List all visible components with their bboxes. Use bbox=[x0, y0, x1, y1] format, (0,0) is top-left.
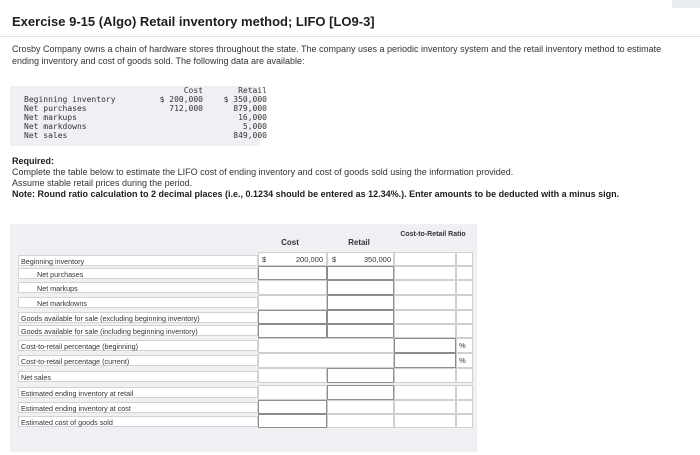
given-row-label: Net markdowns bbox=[24, 122, 87, 131]
ratio-cell bbox=[394, 400, 456, 414]
given-row-retail: 849,000 bbox=[233, 131, 267, 140]
given-row-label: Net sales bbox=[24, 131, 68, 140]
ratio-suffix-cell bbox=[456, 266, 473, 280]
ratio-current-input[interactable] bbox=[394, 353, 456, 368]
percent-sign: % bbox=[459, 356, 466, 365]
required-line-2: Assume stable retail prices during the period. bbox=[12, 178, 193, 188]
col-header-cost: Cost bbox=[281, 238, 299, 247]
ratio-suffix-cell bbox=[456, 400, 473, 414]
blank-cell bbox=[327, 414, 394, 428]
ending-inv-retail-input[interactable] bbox=[327, 385, 394, 400]
ratio-cell bbox=[394, 295, 456, 310]
begin-retail-dollar: $ bbox=[332, 255, 337, 264]
row-label: Goods available for sale (excluding beginning inventory) bbox=[18, 312, 258, 323]
begin-retail-value: 350,000 bbox=[363, 255, 391, 264]
given-row-retail: 879,000 bbox=[233, 104, 267, 113]
given-row-retail: $ 350,000 bbox=[223, 95, 267, 104]
gafs-excl-retail-input[interactable] bbox=[327, 310, 394, 324]
cogs-cost-input[interactable] bbox=[258, 414, 327, 428]
net-markdowns-retail-input[interactable] bbox=[327, 295, 394, 310]
ratio-cell bbox=[394, 414, 456, 428]
col-header-ratio: Cost-to-Retail Ratio bbox=[400, 231, 466, 238]
ending-inv-cost-input[interactable] bbox=[258, 400, 327, 414]
col-header-retail: Retail bbox=[348, 238, 370, 247]
given-row-label: Net purchases bbox=[24, 104, 87, 113]
begin-cost-value: 200,000 bbox=[295, 255, 323, 264]
ratio-cell bbox=[394, 266, 456, 280]
net-purchases-retail-input[interactable] bbox=[327, 266, 394, 280]
blank-cell bbox=[327, 400, 394, 414]
net-sales-retail-input[interactable] bbox=[327, 368, 394, 383]
net-purchases-cost-input[interactable] bbox=[258, 266, 327, 280]
ratio-suffix-cell bbox=[456, 324, 473, 338]
ratio-cell bbox=[394, 368, 456, 383]
ratio-suffix-cell bbox=[456, 368, 473, 383]
title-divider bbox=[0, 36, 700, 37]
given-row-cost: $ 200,000 bbox=[159, 95, 203, 104]
ratio-cell bbox=[394, 385, 456, 400]
gafs-incl-retail-input[interactable] bbox=[327, 324, 394, 338]
net-markups-retail-input[interactable] bbox=[327, 280, 394, 295]
row-label: Cost-to-retail percentage (beginning) bbox=[18, 340, 258, 351]
row-label: Net markups bbox=[18, 282, 258, 293]
blank-cell bbox=[258, 368, 327, 383]
ratio-suffix-cell bbox=[456, 310, 473, 324]
given-row-retail: 5,000 bbox=[242, 122, 267, 131]
required-line-1: Complete the table below to estimate the LIFO cost of ending inventory and cost of goods sold using the information provided. bbox=[12, 167, 514, 177]
blank-cell bbox=[258, 338, 394, 353]
corner-tab bbox=[672, 0, 700, 8]
ratio-cell bbox=[394, 280, 456, 295]
required-note: Note: Round ratio calculation to 2 decimal places (i.e., 0.1234 should be entered as 12.34%.). Enter amounts to be deducted with a minus sign. bbox=[12, 189, 620, 199]
required-section bbox=[12, 156, 682, 200]
ratio-suffix-cell bbox=[456, 252, 473, 266]
row-label: Estimated cost of goods sold bbox=[18, 416, 258, 427]
blank-cell bbox=[258, 385, 327, 400]
ratio-cell bbox=[394, 310, 456, 324]
row-label: Cost-to-retail percentage (current) bbox=[18, 355, 258, 366]
blank-cell bbox=[258, 280, 327, 295]
row-label: Beginning inventory bbox=[18, 255, 258, 266]
given-data-box bbox=[10, 86, 267, 146]
row-label: Net sales bbox=[18, 371, 258, 382]
begin-cost-dollar: $ bbox=[262, 255, 267, 264]
ratio-beginning-input[interactable] bbox=[394, 338, 456, 353]
blank-cell bbox=[258, 353, 394, 368]
blank-cell bbox=[258, 295, 327, 310]
page-title: Exercise 9-15 (Algo) Retail inventory method; LIFO [LO9-3] bbox=[12, 14, 375, 29]
ratio-suffix-cell bbox=[456, 280, 473, 295]
ratio-cell bbox=[394, 324, 456, 338]
ratio-suffix-cell bbox=[456, 414, 473, 428]
row-label: Estimated ending inventory at cost bbox=[18, 402, 258, 413]
required-heading: Required: bbox=[12, 156, 55, 166]
given-row-retail: 16,000 bbox=[238, 113, 267, 122]
problem-intro: Crosby Company owns a chain of hardware stores throughout the state. The company uses a periodic inventory system and the retail inventory method to estimate ending inventory and cost of goods sold. The following data are available: bbox=[12, 44, 662, 66]
ratio-suffix-cell bbox=[456, 385, 473, 400]
percent-sign: % bbox=[459, 341, 466, 350]
row-label: Net purchases bbox=[18, 268, 258, 279]
ratio-suffix-cell bbox=[456, 295, 473, 310]
given-col-retail: Retail bbox=[238, 86, 267, 95]
row-label: Net markdowns bbox=[18, 297, 258, 308]
gafs-incl-cost-input[interactable] bbox=[258, 324, 327, 338]
row-label: Goods available for sale (including beginning inventory) bbox=[18, 325, 258, 336]
ratio-cell bbox=[394, 252, 456, 266]
given-row-label: Net markups bbox=[24, 113, 77, 122]
given-col-cost: Cost bbox=[183, 86, 203, 95]
given-row-label: Beginning inventory bbox=[24, 95, 116, 104]
given-row-cost: 712,000 bbox=[169, 104, 203, 113]
gafs-excl-cost-input[interactable] bbox=[258, 310, 327, 324]
row-label: Estimated ending inventory at retail bbox=[18, 387, 258, 398]
